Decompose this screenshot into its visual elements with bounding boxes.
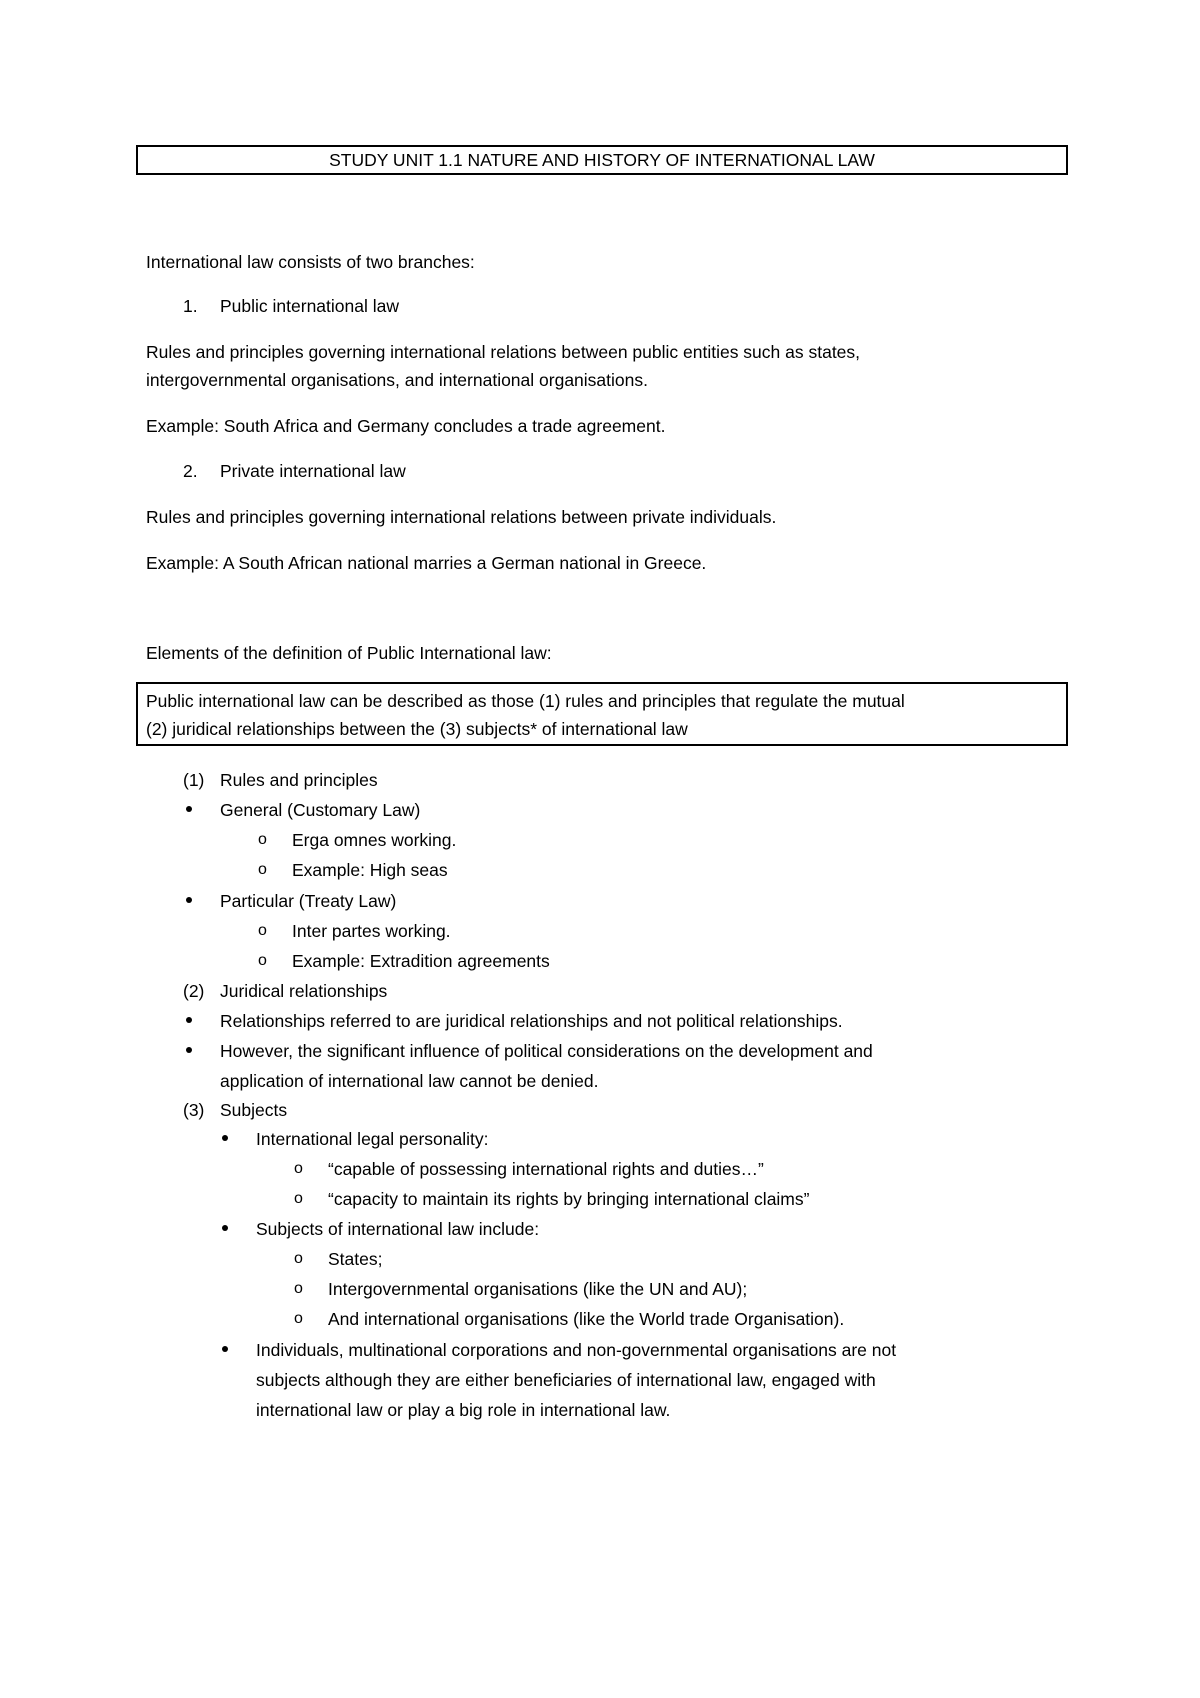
element-3-include-sub-2: Intergovernmental organisations (like the UN and AU); bbox=[328, 1279, 748, 1299]
element-1-particular-sub-2: Example: Extradition agreements bbox=[292, 951, 550, 971]
sub-bullet-icon: o bbox=[294, 1310, 303, 1327]
sub-bullet-icon: o bbox=[294, 1160, 303, 1177]
branch-2-definition-line1: Rules and principles governing international relations between private individuals. bbox=[146, 507, 777, 527]
element-3-individuals-line3: international law or play a big role in international law. bbox=[256, 1400, 671, 1420]
element-3-personality: International legal personality: bbox=[256, 1129, 489, 1149]
element-2-bullet-2-line1: However, the significant influence of political considerations on the development and bbox=[220, 1041, 873, 1061]
branch-1-definition-line1: Rules and principles governing international relations between public entities such as states, bbox=[146, 342, 861, 362]
element-2-bullet-2-line2: application of international law cannot be denied. bbox=[220, 1071, 599, 1091]
branch-1-name: Public international law bbox=[220, 296, 399, 316]
element-2-label: Juridical relationships bbox=[220, 981, 388, 1001]
element-1-particular: Particular (Treaty Law) bbox=[220, 891, 397, 911]
element-3-individuals-line1: Individuals, multinational corporations and non-governmental organisations are not bbox=[256, 1340, 897, 1360]
branch-2-name: Private international law bbox=[220, 461, 406, 481]
sub-bullet-icon: o bbox=[258, 952, 267, 969]
definition-line2: (2) juridical relationships between the (3) subjects* of international law bbox=[146, 719, 688, 739]
intro-text: International law consists of two branches: bbox=[146, 252, 475, 272]
sub-bullet-icon: o bbox=[258, 922, 267, 939]
element-3-number: (3) bbox=[183, 1100, 205, 1120]
bullet-icon bbox=[186, 806, 192, 812]
bullet-icon bbox=[222, 1346, 228, 1352]
page-title: STUDY UNIT 1.1 NATURE AND HISTORY OF INTERNATIONAL LAW bbox=[136, 145, 1068, 175]
elements-heading: Elements of the definition of Public International law: bbox=[146, 643, 552, 663]
element-3-personality-sub-2: “capacity to maintain its rights by bringing international claims” bbox=[328, 1189, 810, 1209]
element-1-general-sub-2: Example: High seas bbox=[292, 860, 448, 880]
sub-bullet-icon: o bbox=[258, 831, 267, 848]
element-2-number: (2) bbox=[183, 981, 205, 1001]
element-1-particular-sub-1: Inter partes working. bbox=[292, 921, 451, 941]
definition-line1: Public international law can be described as those (1) rules and principles that regulate the mutual bbox=[146, 691, 905, 711]
sub-bullet-icon: o bbox=[294, 1190, 303, 1207]
bullet-icon bbox=[222, 1225, 228, 1231]
element-1-number: (1) bbox=[183, 770, 205, 790]
branch-1-example: Example: South Africa and Germany concludes a trade agreement. bbox=[146, 416, 666, 436]
element-1-general: General (Customary Law) bbox=[220, 800, 421, 820]
element-2-bullet-1: Relationships referred to are juridical relationships and not political relationships. bbox=[220, 1011, 843, 1031]
element-3-include: Subjects of international law include: bbox=[256, 1219, 540, 1239]
element-3-include-sub-1: States; bbox=[328, 1249, 383, 1269]
element-3-include-sub-3: And international organisations (like the World trade Organisation). bbox=[328, 1309, 845, 1329]
definition-box bbox=[136, 682, 1068, 746]
branch-2-number: 2. bbox=[183, 461, 198, 481]
element-3-individuals-line2: subjects although they are either beneficiaries of international law, engaged with bbox=[256, 1370, 876, 1390]
sub-bullet-icon: o bbox=[294, 1280, 303, 1297]
bullet-icon bbox=[222, 1135, 228, 1141]
element-1-label: Rules and principles bbox=[220, 770, 378, 790]
branch-1-number: 1. bbox=[183, 296, 198, 316]
element-1-general-sub-1: Erga omnes working. bbox=[292, 830, 457, 850]
branch-1-definition-line2: intergovernmental organisations, and international organisations. bbox=[146, 370, 648, 390]
sub-bullet-icon: o bbox=[294, 1250, 303, 1267]
bullet-icon bbox=[186, 1017, 192, 1023]
branch-2-example: Example: A South African national marries a German national in Greece. bbox=[146, 553, 707, 573]
bullet-icon bbox=[186, 1047, 192, 1053]
element-3-personality-sub-1: “capable of possessing international rights and duties…” bbox=[328, 1159, 764, 1179]
element-3-label: Subjects bbox=[220, 1100, 288, 1120]
bullet-icon bbox=[186, 897, 192, 903]
sub-bullet-icon: o bbox=[258, 861, 267, 878]
